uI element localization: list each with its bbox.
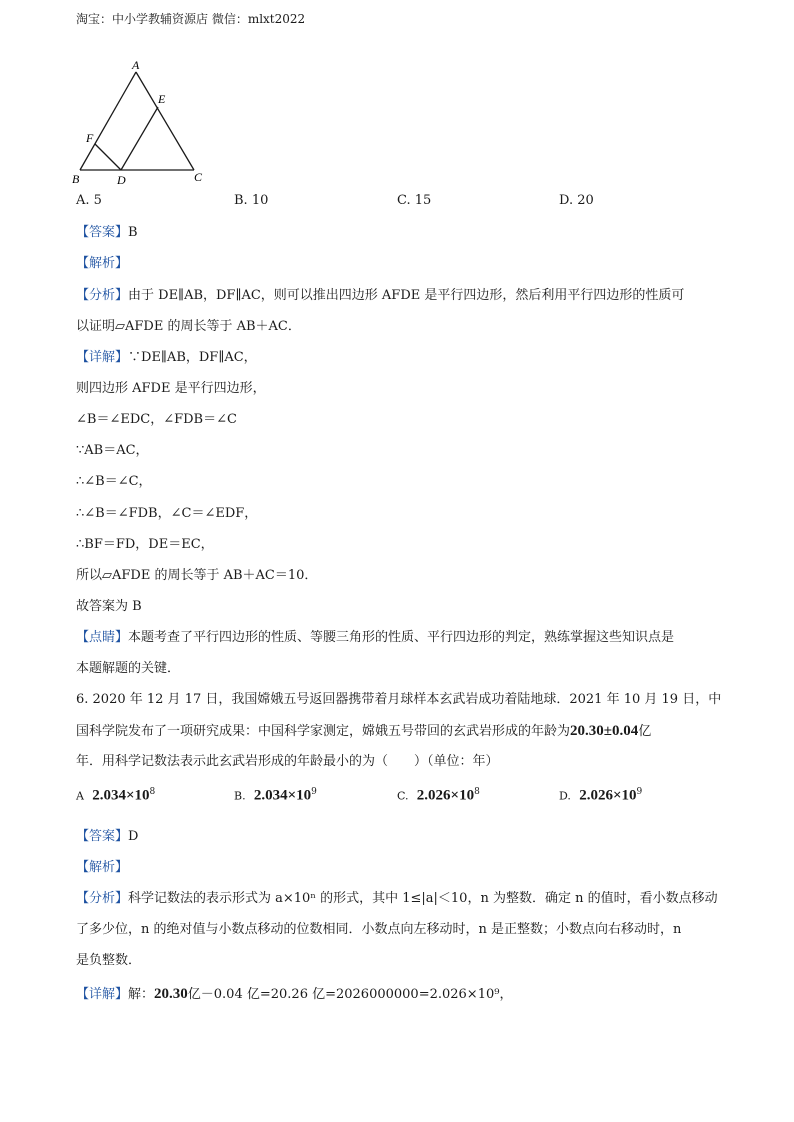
q5-choice-d: D. 20 <box>559 193 594 208</box>
triangle-figure <box>66 55 216 190</box>
q5-choice-b: B. 10 <box>234 193 269 208</box>
label-b: B <box>72 172 80 186</box>
q6-detail-tag: 【详解】 <box>76 987 129 1002</box>
label-a: A <box>132 58 140 72</box>
q6-choice-d <box>559 787 642 804</box>
q5-detail-line9: 故答案为 B <box>76 599 142 614</box>
q6-detail-line <box>76 984 512 1005</box>
label-d: D <box>117 173 126 187</box>
triangle-diagram <box>66 55 216 190</box>
q5-detail-line2: 则四边形 AFDE 是平行四边形， <box>76 381 266 396</box>
q6-choice-b-exp: 9 <box>311 787 317 797</box>
q5-detail-line1 <box>76 348 257 368</box>
q6-choice-c-exp: 8 <box>474 787 480 797</box>
fenxi-tag: 【分析】 <box>76 288 129 303</box>
q5-answer <box>76 223 138 243</box>
fenxi-text: 由于 DE∥AB，DF∥AC，则可以推出四边形 AFDE 是平行四边形，然后利用平行四边形的性质可 <box>128 288 685 303</box>
q6-choice-b-mantissa: 2.034×10 <box>253 787 312 804</box>
answer-tag: 【答案】 <box>76 225 129 240</box>
q6-choice-d-mantissa: 2.026×10 <box>579 787 637 804</box>
q6-unit: 亿 <box>638 724 652 739</box>
side-ac <box>136 72 194 170</box>
q5-fenxi-line2: 以证明▱AFDE 的周长等于 AB＋AC． <box>76 319 301 334</box>
segment-de <box>121 107 158 170</box>
q6-stem-line2 <box>76 721 651 742</box>
q5-detail-line4: ∵AB＝AC， <box>76 443 149 458</box>
q5-detail-line5: ∴∠B＝∠C， <box>76 474 152 489</box>
q6-detail-text: 亿－0.04 亿=20.26 亿=2026000000=2.026×10⁹， <box>187 987 513 1002</box>
q6-fenxi-line1 <box>76 889 718 909</box>
q5-detail-line3: ∠B＝∠EDC，∠FDB＝∠C <box>76 412 237 427</box>
q6-detail-prefix: 解： <box>128 987 155 1002</box>
label-f: F <box>86 131 94 145</box>
detail-text: ∵DE∥AB，DF∥AC， <box>128 350 257 365</box>
q5-detail-line6: ∴∠B＝∠FDB，∠C＝∠EDF， <box>76 506 258 521</box>
q6-answer-tag: 【答案】 <box>76 829 129 844</box>
dianjing-text: 本题考查了平行四边形的性质、等腰三角形的性质、平行四边形的判定，熟练掌握这些知识点是 <box>128 630 675 645</box>
q6-fenxi-line2: 了多少位，n 的绝对值与小数点移动的位数相同．小数点向左移动时，n 是正整数；小数点向右移动时，n <box>76 922 682 937</box>
q6-fenxi-tag: 【分析】 <box>76 891 129 906</box>
q6-choice-c <box>397 787 480 804</box>
q6-stem-text: 国科学院发布了一项研究成果：中国科学家测定，嫦娥五号带回的玄武岩形成的年龄为 <box>76 724 571 739</box>
q6-choice-a-letter: A <box>76 789 84 803</box>
q6-choice-c-letter: C. <box>397 789 409 803</box>
side-ab <box>80 72 136 170</box>
answer-value: B <box>128 225 138 240</box>
q6-choice-b-letter: B. <box>234 789 246 803</box>
q6-stem-line1: 6. 2020 年 12 月 17 日，我国嫦娥五号返回器携带着月球样本玄武岩成功着陆地球．2021 年 10 月 19 日，中 <box>76 692 722 707</box>
q5-choice-c: C. 15 <box>397 193 432 208</box>
q6-answer <box>76 827 138 847</box>
detail-tag: 【详解】 <box>76 350 129 365</box>
q5-dianjing-line1 <box>76 628 674 648</box>
q6-age-value: 20.30±0.04 <box>570 723 639 739</box>
q6-stem-line3: 年．用科学记数法表示此玄武岩形成的年龄最小的为（ ）（单位：年） <box>76 754 499 769</box>
q5-choices <box>76 193 726 213</box>
q5-detail-line7: ∴BF＝FD，DE＝EC， <box>76 537 214 552</box>
q6-fenxi-text: 科学记数法的表示形式为 a×10ⁿ 的形式，其中 1≤|a|＜10，n 为整数．确定 n 的值时，看小数点移动 <box>128 891 718 906</box>
segment-df <box>95 144 121 170</box>
q6-choice-b <box>234 787 317 804</box>
label-c: C <box>194 170 203 184</box>
q6-detail-value: 20.30 <box>154 986 188 1002</box>
page-header: 淘宝：中小学教辅资源店 微信：mlxt2022 <box>76 12 306 26</box>
q6-answer-value: D <box>128 829 139 844</box>
q5-choice-a: A. 5 <box>76 193 102 208</box>
q5-fenxi-line1 <box>76 286 684 306</box>
q6-choices <box>76 787 726 807</box>
q6-choice-c-mantissa: 2.026×10 <box>416 787 475 804</box>
q6-choice-d-letter: D. <box>559 789 571 803</box>
q6-analysis-tag: 【解析】 <box>76 860 129 875</box>
q6-choice-a <box>76 787 155 804</box>
q6-choice-a-mantissa: 2.034×10 <box>92 787 150 804</box>
q6-choice-d-exp: 9 <box>636 787 643 797</box>
q5-detail-line8: 所以▱AFDE 的周长等于 AB＋AC＝10． <box>76 568 318 583</box>
q5-analysis-tag: 【解析】 <box>76 256 129 271</box>
dianjing-tag: 【点睛】 <box>76 630 129 645</box>
label-e: E <box>158 92 166 106</box>
q6-choice-a-exp: 8 <box>149 787 156 797</box>
q5-dianjing-line2: 本题解题的关键． <box>76 661 181 676</box>
q6-fenxi-line3: 是负整数． <box>76 953 142 968</box>
